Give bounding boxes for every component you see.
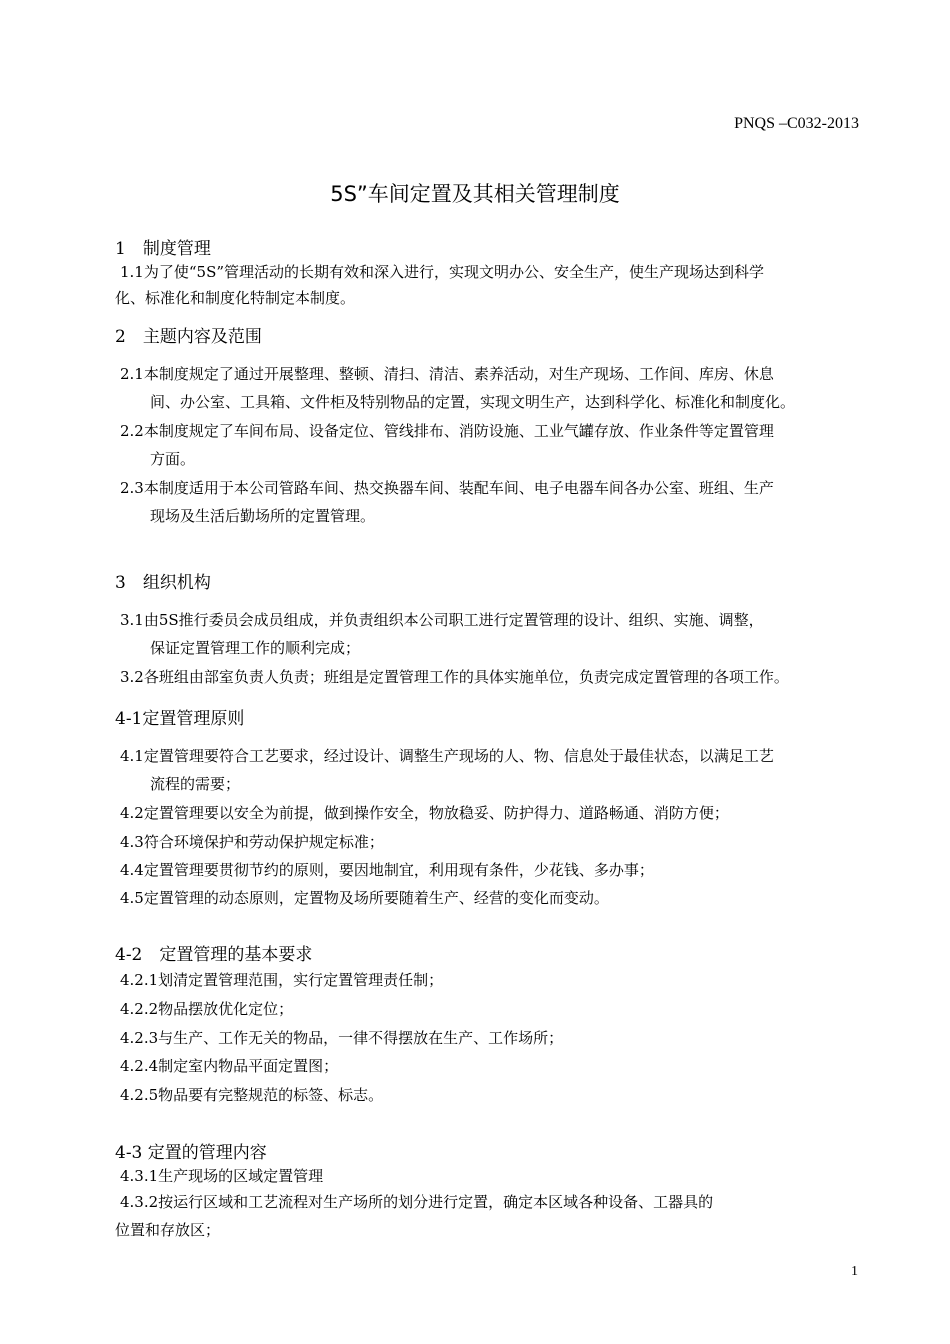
paragraph-line: 4.1定置管理要符合工艺要求，经过设计、调整生产现场的人、物、信息处于最佳状态，以满足工艺 [120,747,774,765]
paragraph-line: 保证定置管理工作的顺利完成； [150,639,361,657]
paragraph-line: 3.2各班组由部室负责人负责；班组是定置管理工作的具体实施单位，负责完成定置管理的各项工作。 [120,668,789,686]
page-title: 5S”车间定置及其相关管理制度 [330,182,620,206]
paragraph-line: 4.2.5物品要有完整规范的标签、标志。 [120,1086,384,1104]
paragraph-line: 2.3本制度适用于本公司管路车间、热交换器车间、装配车间、电子电器车间各办公室、班组、生产 [120,479,774,497]
paragraph-line: 2.1本制度规定了通过开展整理、整顿、清扫、清洁、素养活动，对生产现场、工作间、库房、休息 [120,365,774,383]
paragraph-line: 流程的需要； [150,775,241,793]
paragraph-line: 4.2.4制定室内物品平面定置图； [120,1057,339,1075]
section-heading-2: 2 主题内容及范围 [115,327,262,347]
paragraph-line: 方面。 [150,450,196,468]
section-heading-4-1: 4-1定置管理原则 [115,709,245,729]
paragraph-line: 现场及生活后勤场所的定置管理。 [150,507,376,525]
section-heading-1: 1 制度管理 [115,239,211,259]
paragraph-line: 间、办公室、工具箱、文件柜及特别物品的定置，实现文明生产，达到科学化、标准化和制度化。 [150,393,796,411]
section-heading-4-2: 4-2 定置管理的基本要求 [115,945,313,965]
section-heading-3: 3 组织机构 [115,573,211,593]
paragraph-line: 4.3符合环境保护和劳动保护规定标准； [120,833,384,851]
paragraph-line: 4.3.1生产现场的区域定置管理 [120,1167,324,1185]
section-heading-4-3: 4-3 定置的管理内容 [115,1143,267,1163]
paragraph-line: 2.2本制度规定了车间布局、设备定位、管线排布、消防设施、工业气罐存放、作业条件等定置管理 [120,422,774,440]
paragraph-line: 4.2.2物品摆放优化定位； [120,1000,294,1018]
paragraph-line: 4.3.2按运行区域和工艺流程对生产场所的划分进行定置，确定本区域各种设备、工器具的 [120,1193,714,1211]
paragraph-line: 位置和存放区； [115,1221,221,1239]
paragraph-line: 4.2.1划清定置管理范围，实行定置管理责任制； [120,971,444,989]
paragraph-line: 4.2.3与生产、工作无关的物品，一律不得摆放在生产、工作场所； [120,1029,564,1047]
paragraph-line: 3.1由5S推行委员会成员组成，并负责组织本公司职工进行定置管理的设计、组织、实施、调整， [120,611,764,629]
paragraph-line: 化、标准化和制度化特制定本制度。 [115,289,356,307]
paragraph-line: 1.1为了使“5S”管理活动的长期有效和深入进行，实现文明办公、安全生产，使生产现场达到科学 [120,263,765,281]
document-number: PNQS –C032-2013 [734,115,859,132]
paragraph-line: 4.5定置管理的动态原则，定置物及场所要随着生产、经营的变化而变动。 [120,889,609,907]
page-number: 1 [851,1264,858,1279]
paragraph-line: 4.2定置管理要以安全为前提，做到操作安全，物放稳妥、防护得力、道路畅通、消防方便； [120,804,729,822]
paragraph-line: 4.4定置管理要贯彻节约的原则，要因地制宜，利用现有条件，少花钱、多办事； [120,861,654,879]
